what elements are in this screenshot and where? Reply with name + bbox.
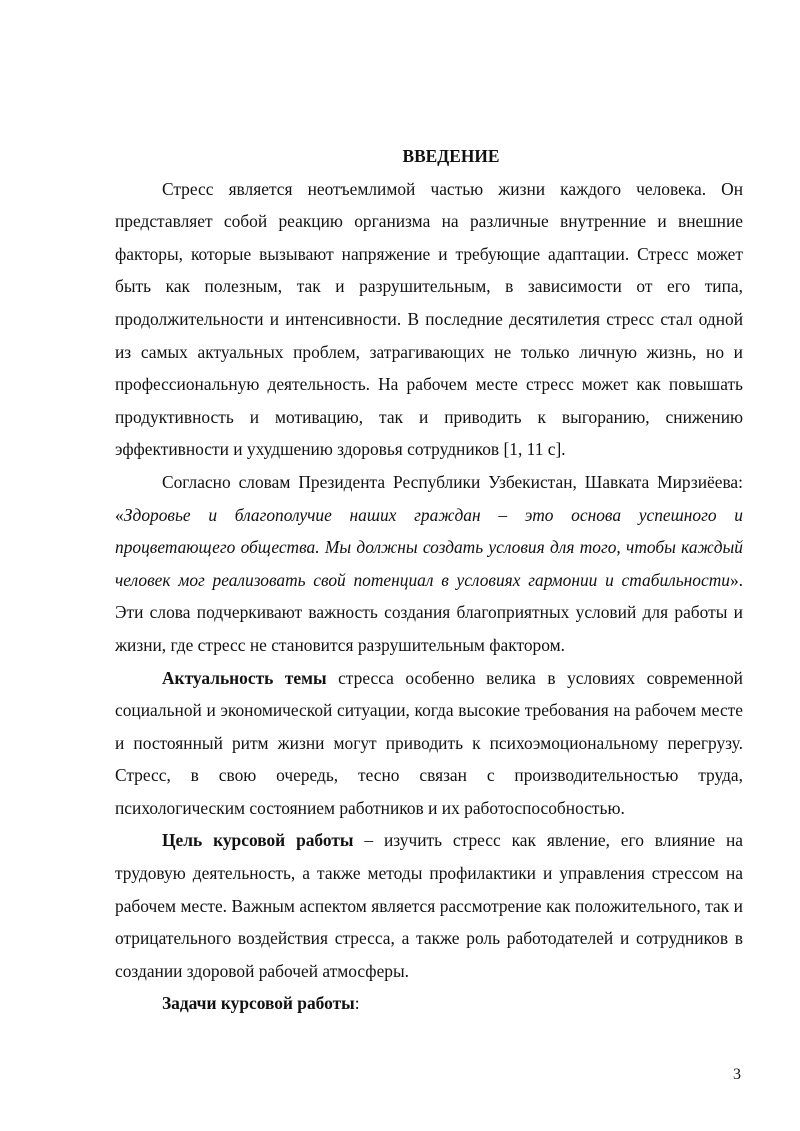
president-quote: Здоровье и благополучие наших граждан – это основа успешного и процветающего общества. Мы должны создать условия для того, чтобы каждый человек мог реализовать свой потенциал в условиях гармонии и стабильности <box>115 504 743 590</box>
relevance-paragraph <box>115 662 743 825</box>
relevance-label: Актуальность темы <box>162 667 327 688</box>
goal-label: Цель курсовой работы <box>162 830 354 851</box>
relevance-text: стресса особенно велика в условиях современной социальной и экономической ситуации, когда высокие требования на рабочем месте и постоянный ритм жизни могут приводить к психоэмоциональному перегрузу. Стресс, в свою очередь, тесно связан с производительностью труда, психологическим состоянием работников и их работоспособностью. <box>115 667 743 818</box>
page-number: 3 <box>733 1066 741 1083</box>
quote-paragraph <box>115 466 743 662</box>
document-body <box>115 140 743 1020</box>
tasks-paragraph <box>115 987 743 1020</box>
quote-lead: Согласно словам Президента Республики Узбекистан, Шавката Мирзиёева: « <box>115 471 743 525</box>
quote-tail: ». Эти слова подчеркивают важность создания благоприятных условий для работы и жизни, где стресс не становится разрушительным фактором. <box>115 569 743 655</box>
goal-text: – изучить стресс как явление, его влияние на трудовую деятельность, а также методы профилактики и управления стрессом на рабочем месте. Важным аспектом является рассмотрение как положительного, так и отрицательного воздействия стресса, а также роль работодателей и сотрудников в создании здоровой рабочей атмосферы. <box>115 830 743 981</box>
intro-paragraph: Стресс является неотъемлимой частью жизни каждого человека. Он представляет собой реакцию организма на различные внутренние и внешние факторы, которые вызывают напряжение и требующие адаптации. Стресс может быть как полезным, так и разрушительным, в зависимости от его типа, продолжительности и интенсивности. В последние десятилетия стресс стал одной из самых актуальных проблем, затрагивающих не только личную жизнь, но и профессиональную деятельность. На рабочем месте стресс может как повышать продуктивность и мотивацию, так и приводить к выгоранию, снижению эффективности и ухудшению здоровья сотрудников [1, 11 с]. <box>115 178 743 460</box>
goal-paragraph <box>115 824 743 987</box>
tasks-colon: : <box>354 993 360 1014</box>
tasks-label: Задачи курсовой работы <box>162 993 355 1014</box>
section-heading: ВВЕДЕНИЕ <box>402 146 500 166</box>
